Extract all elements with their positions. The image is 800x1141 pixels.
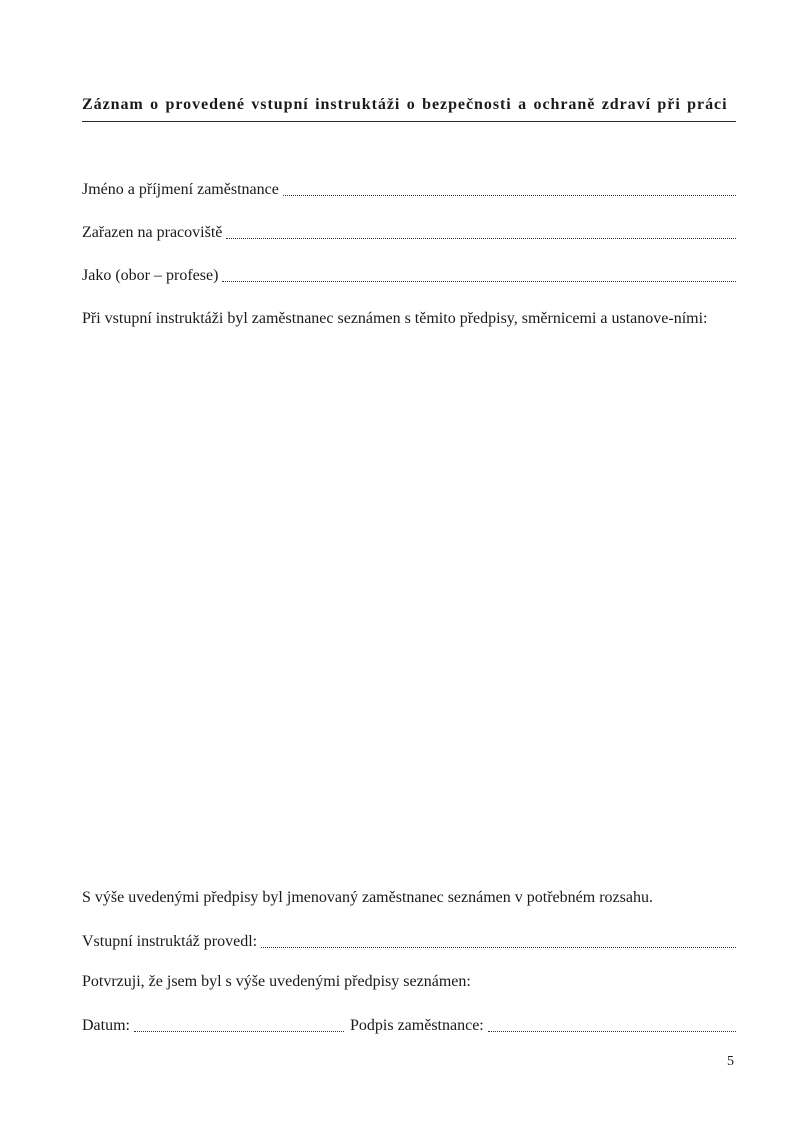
workplace-field — [82, 221, 736, 243]
workplace-label: Zařazen na pracoviště — [82, 224, 223, 241]
title-underline — [82, 121, 736, 122]
signature-label: Podpis zaměstnance: — [350, 1017, 484, 1034]
date-signature-field — [82, 1014, 736, 1036]
profession-label: Jako (obor – profese) — [82, 267, 219, 284]
employee-name-field — [82, 178, 736, 200]
workplace-dotted-line — [226, 238, 736, 239]
page-number: 5 — [727, 1054, 734, 1069]
acknowledgement-paragraph: S výše uvedenými předpisy byl jmenovaný zaměstnanec seznámen v potřebném rozsahu. — [82, 889, 653, 906]
signature-dotted-line — [488, 1031, 736, 1032]
instructor-dotted-line — [261, 947, 736, 948]
confirmation-paragraph: Potvrzuji, že jsem byl s výše uvedenými předpisy seznámen: — [82, 973, 471, 990]
date-dotted-line — [134, 1031, 344, 1032]
employee-name-label: Jméno a příjmení zaměstnance — [82, 181, 279, 198]
profession-field — [82, 264, 736, 286]
profession-dotted-line — [222, 281, 736, 282]
date-label: Datum: — [82, 1017, 130, 1034]
intro-paragraph: Při vstupní instruktáži byl zaměstnanec seznámen s těmito předpisy, směrnicemi a ustanove-ními: — [82, 310, 708, 327]
employee-name-dotted-line — [283, 195, 736, 196]
instructor-label: Vstupní instruktáž provedl: — [82, 933, 258, 950]
document-title: Záznam o provedené vstupní instruktáži o bezpečnosti a ochraně zdraví při práci — [82, 96, 728, 113]
instructor-field — [82, 930, 736, 952]
